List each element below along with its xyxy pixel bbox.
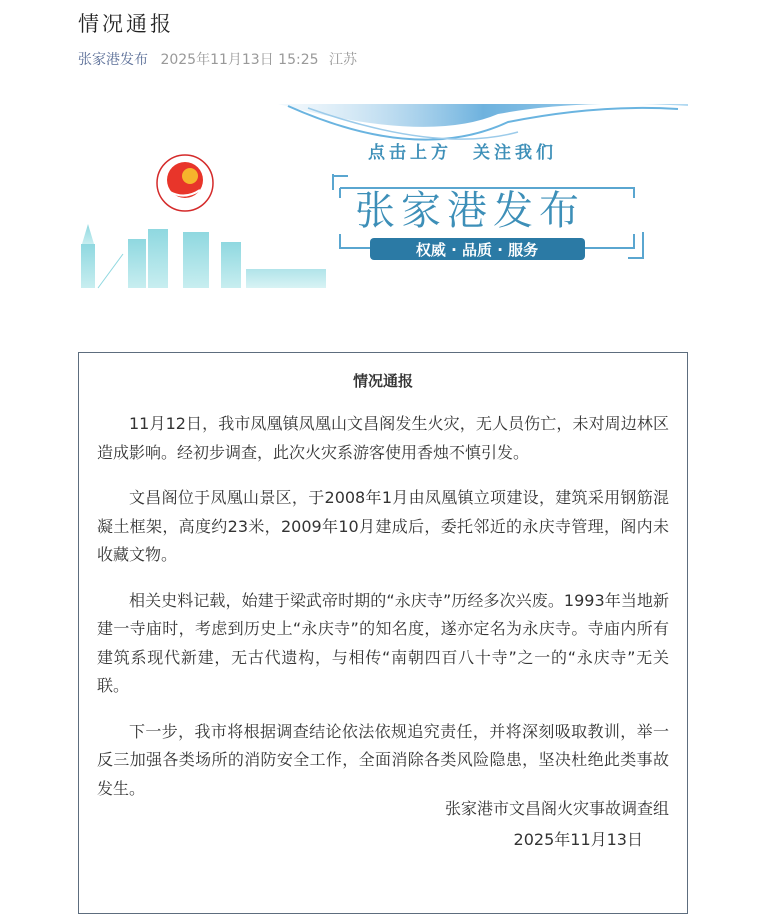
slogan-top: 点击上方 关注我们 (368, 143, 557, 163)
banner-image[interactable] (78, 104, 688, 290)
notice-paragraph: 文昌阁位于凤凰山景区，于2008年1月由凤凰镇立项建设，建筑采用钢筋混凝土框架，高度约23米，2009年10月建成后，委托邻近的永庆寺管理，阁内未收藏文物。 (97, 488, 669, 564)
brand-title: 张家港发布 (355, 188, 585, 234)
notice-signature: 张家港市文昌阁火灾事故调查组 (444, 799, 669, 818)
publish-location: 江苏 (328, 52, 357, 68)
notice-date: 2025年11月13日 (513, 830, 643, 849)
notice-title: 情况通报 (352, 372, 413, 390)
skyline-illustration (81, 224, 326, 288)
notice-paragraph: 11月12日，我市凤凰镇凤凰山文昌阁发生火灾，无人员伤亡，未对周边林区造成影响。经初步调查，此次火灾系游客使用香烛不慎引发。 (97, 414, 669, 462)
notice-paragraph: 下一步，我市将根据调查结论依法依规追究责任，并将深刻吸取教训，举一反三加强各类场所的消防安全工作，全面消除各类风险隐患，坚决杜绝此类事故发生。 (97, 721, 669, 798)
wave-decoration (278, 104, 688, 140)
author-link[interactable]: 张家港发布 (78, 52, 148, 68)
notice-paragraph: 相关史料记载，始建于梁武帝时期的“永庆寺”历经多次兴废。1993年当地新建一寺庙时，考虑到历史上“永庆寺”的知名度，遂亦定名为永庆寺。寺庙内所有建筑系现代新建，无古代遗构，与相传“南朝四百八十寺”之一的“永庆寺”无关联。 (97, 590, 669, 695)
notice-box (78, 352, 688, 914)
article-meta (78, 49, 363, 69)
publish-datetime: 2025年11月13日 15:25 (160, 52, 319, 68)
article-title: 情况通报 (78, 12, 174, 36)
city-logo (157, 155, 213, 211)
tagline: 权威 · 品质 · 服务 (415, 241, 539, 259)
